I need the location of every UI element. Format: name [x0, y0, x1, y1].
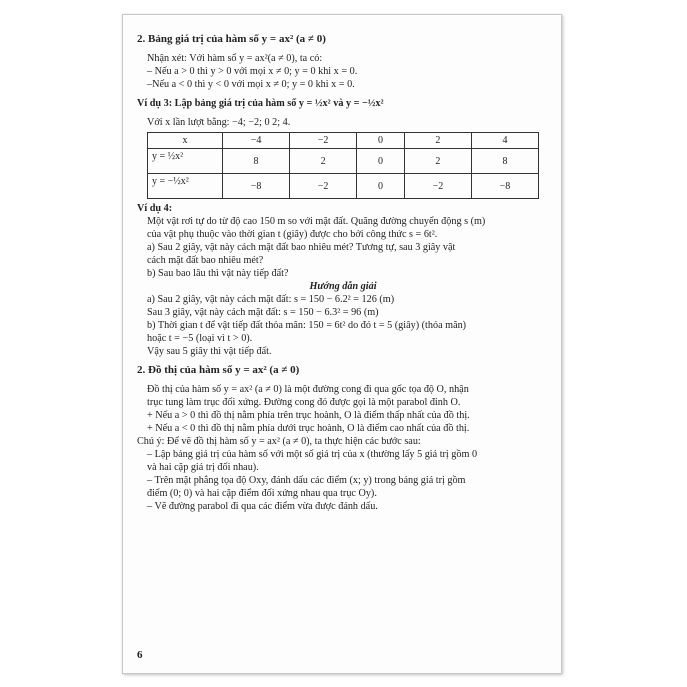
table-cell: −2	[404, 174, 471, 199]
solution-a: a) Sau 2 giây, vật này cách mặt đất: s = 150 − 6.2² = 126 (m)	[147, 294, 395, 305]
table-row	[148, 149, 539, 174]
case-positive: – Nếu a > 0 thì y > 0 với mọi x ≠ 0; y = 0 khi x = 0.	[147, 66, 358, 77]
note-text: Chú ý: Để vẽ đồ thị hàm số y = ax² (a ≠ 0), ta thực hiện các bước sau:	[137, 436, 421, 447]
guide-heading: Hướng dẫn giải	[309, 281, 377, 292]
table-cell: −8	[223, 174, 290, 199]
example3-given: Với x lần lượt bằng: −4; −2; 0 2; 4.	[147, 117, 291, 128]
question-a-cont: cách mặt đất bao nhiêu mét?	[147, 255, 264, 266]
table-cell: 0	[357, 149, 405, 174]
solution-b: b) Thời gian t để vật tiếp đất thỏa mãn: 150 = 6t² do đó t = 5 (giây) (thỏa mãn)	[147, 320, 467, 331]
example4-text: của vật phụ thuộc vào thời gian t (giây) được cho bởi công thức s = 6t².	[147, 229, 438, 240]
remark-text: Nhận xét: Với hàm số y = ax²(a ≠ 0), ta có:	[147, 53, 323, 64]
step-2: – Trên mặt phẳng tọa độ Oxy, đánh dấu các điểm (x; y) trong bảng giá trị gồm	[147, 475, 466, 486]
table-cell: −8	[471, 174, 538, 199]
table-cell: 0	[357, 174, 405, 199]
document-page	[122, 14, 562, 674]
question-a: a) Sau 2 giây, vật này cách mặt đất bao nhiêu mét? Tương tự, sau 3 giây vật	[147, 242, 456, 253]
example4-text: Một vật rơi tự do từ độ cao 150 m so với mặt đất. Quãng đường chuyển động s (m)	[147, 216, 486, 227]
table-cell: −2	[290, 133, 357, 149]
table-row	[148, 174, 539, 199]
row-label: y = ½x²	[148, 149, 223, 174]
page-content	[137, 33, 549, 513]
graph-case-positive: + Nếu a > 0 thì đồ thị nằm phía trên trục hoành, O là điểm thấp nhất của đồ thị.	[147, 410, 470, 421]
section-heading-graph: 2. Đồ thị của hàm số y = ax² (a ≠ 0)	[137, 364, 300, 376]
values-table	[147, 132, 539, 199]
section-heading-table: 2. Bảng giá trị của hàm số y = ax² (a ≠ 0)	[137, 33, 326, 45]
case-negative: –Nếu a < 0 thì y < 0 với mọi x ≠ 0; y = 0 khi x = 0.	[147, 79, 355, 90]
step-1: – Lập bảng giá trị của hàm số với một số giá trị của x (thường lấy 5 giá trị gồm 0	[147, 449, 478, 460]
question-b: b) Sau bao lâu thì vật này tiếp đất?	[147, 268, 289, 279]
conclusion: Vậy sau 5 giây thì vật tiếp đất.	[147, 346, 272, 357]
graph-case-negative: + Nếu a < 0 thì đồ thị nằm phía dưới trục hoành, O là điểm cao nhất của đồ thị.	[147, 423, 470, 434]
table-header-row	[148, 133, 539, 149]
table-cell: −4	[223, 133, 290, 149]
table-cell: 8	[223, 149, 290, 174]
table-cell: 0	[357, 133, 405, 149]
graph-text: trục tung làm trục đối xứng. Đường cong đó được gọi là một parabol đỉnh O.	[147, 397, 461, 408]
row-label: y = −½x²	[148, 174, 223, 199]
example4-title: Ví dụ 4:	[137, 203, 173, 214]
solution-a-cont: Sau 3 giây, vật này cách mặt đất: s = 150 − 6.3² = 96 (m)	[147, 307, 379, 318]
solution-b-cont: hoặc t = −5 (loại vì t > 0).	[147, 333, 253, 344]
table-cell: 2	[404, 133, 471, 149]
step-2-cont: điểm (0; 0) và hai cặp điểm đối xứng nhau qua trục Oy).	[147, 488, 377, 499]
page-number: 6	[137, 649, 143, 661]
example3-title: Ví dụ 3: Lập bảng giá trị của hàm số y = ½x² và y = −½x²	[137, 98, 384, 109]
table-cell: 4	[471, 133, 538, 149]
table-cell: 8	[471, 149, 538, 174]
table-cell: x	[148, 133, 223, 149]
step-3: – Vẽ đường parabol đi qua các điểm vừa được đánh dấu.	[147, 501, 378, 512]
table-cell: 2	[290, 149, 357, 174]
graph-text: Đồ thị của hàm số y = ax² (a ≠ 0) là một đường cong đi qua gốc tọa độ O, nhận	[147, 384, 469, 395]
table-cell: −2	[290, 174, 357, 199]
step-1-cont: và hai cặp giá trị đối nhau).	[147, 462, 259, 473]
table-cell: 2	[404, 149, 471, 174]
